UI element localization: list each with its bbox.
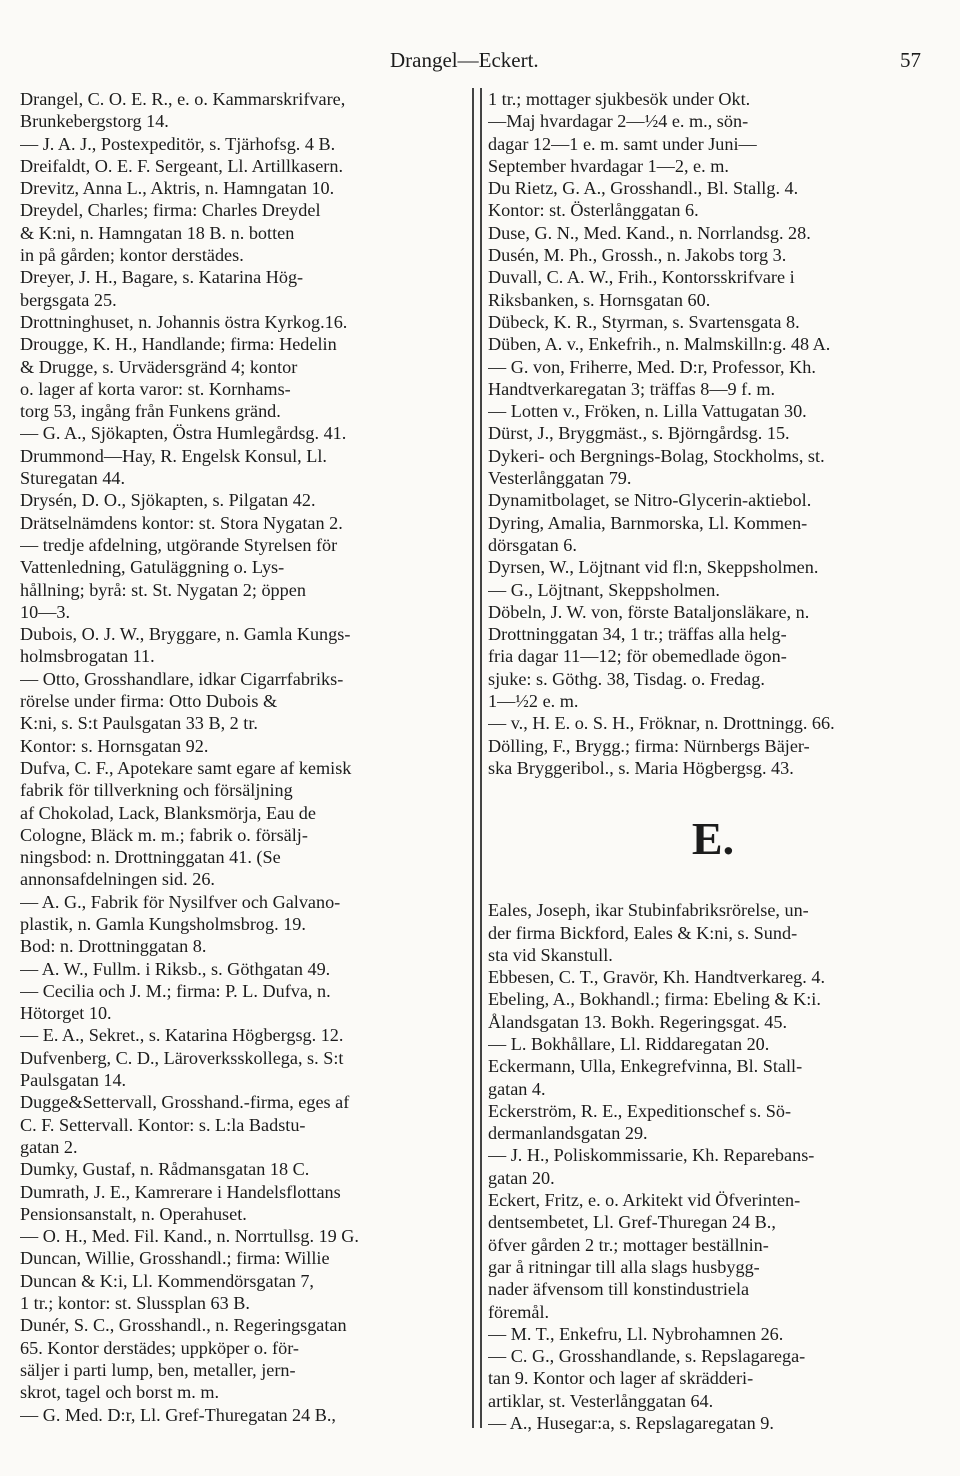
- page-number: 57: [900, 48, 921, 72]
- entry-line: Dykeri- och Bergnings-Bolag, Stockholms, st.: [488, 445, 825, 466]
- entry-line: K:ni, s. S:t Paulsgatan 33 B, 2 tr.: [20, 713, 258, 734]
- entry-line: skrot, tagel och borst m. m.: [20, 1382, 220, 1403]
- entry-line: 10—3.: [20, 601, 71, 622]
- entry-line: — C. G., Grosshandlande, s. Repslagarega-: [488, 1346, 806, 1367]
- entry-line: Eckermann, Ulla, Enkegrefvinna, Bl. Stall-: [488, 1056, 803, 1077]
- section-letter: E.: [691, 813, 735, 865]
- entry-line: Dumky, Gustaf, n. Rådmansgatan 18 C.: [20, 1159, 310, 1180]
- entry-line: & K:ni, n. Hamngatan 18 B. n. botten: [20, 222, 295, 243]
- entry-line: plastik, n. Gamla Kungsholmsbrog. 19.: [20, 913, 306, 934]
- entry-line: — G. Med. D:r, Ll. Gref-Thuregatan 24 B.,: [20, 1404, 336, 1425]
- right-column-top: [488, 88, 938, 779]
- entry-line: Dufva, C. F., Apotekare samt egare af kemisk: [20, 757, 352, 778]
- entry-line: Dugge&Settervall, Grosshand.-firma, eges af: [20, 1092, 350, 1113]
- entry-line: Dölling, F., Brygg.; firma: Nürnbergs Bäjer-: [488, 735, 810, 756]
- entry-line: 1 tr.; mottager sjukbesök under Okt.: [488, 89, 751, 109]
- entry-line: Dubois, O. J. W., Bryggare, n. Gamla Kungs-: [20, 624, 351, 645]
- page-header: [0, 48, 960, 78]
- entry-line: — Lotten v., Fröken, n. Lilla Vattugatan 30.: [488, 401, 807, 422]
- entry-line: sjuke: s. Göthg. 38, Tisdag. o. Fredag.: [488, 668, 765, 689]
- right-column-bottom: [488, 899, 938, 1434]
- entry-line: Drummond—Hay, R. Engelsk Konsul, Ll.: [20, 445, 327, 466]
- entry-line: — G. von, Friherre, Med. D:r, Professor, Kh.: [488, 356, 816, 377]
- right-column: [488, 88, 938, 1434]
- entry-line: Drottninghuset, n. Johannis östra Kyrkog.16.: [20, 311, 348, 332]
- entry-line: Dübeck, K. R., Styrman, s. Svartensgata 8.: [488, 311, 800, 332]
- entry-line: Dreifaldt, O. E. F. Sergeant, Ll. Artillkasern.: [20, 155, 343, 176]
- entry-line: dermanlandsgatan 29.: [488, 1123, 648, 1144]
- entry-line: Vesterlånggatan 79.: [488, 468, 632, 489]
- entry-line: o. lager af korta varor: st. Kornhams-: [20, 378, 291, 399]
- entry-line: — J. H., Poliskommissarie, Kh. Reparebans-: [488, 1145, 815, 1166]
- entry-line: — G., Löjtnant, Skeppsholmen.: [488, 579, 720, 600]
- entry-line: sta vid Skanstull.: [488, 944, 613, 965]
- entry-line: dagar 12—1 e. m. samt under Juni—: [488, 133, 757, 154]
- entry-line: rörelse under firma: Otto Dubois &: [20, 691, 278, 712]
- entry-line: — v., H. E. o. S. H., Fröknar, n. Drottningg. 66.: [488, 713, 835, 734]
- entry-line: gatan 20.: [488, 1167, 555, 1188]
- entry-line: föremål.: [488, 1301, 550, 1322]
- entry-line: ska Bryggeribol., s. Maria Högbergsg. 43.: [488, 757, 794, 778]
- entry-line: — Cecilia och J. M.; firma: P. L. Dufva, n.: [20, 980, 331, 1001]
- entry-line: Ålandsgatan 13. Bokh. Regeringsgat. 45.: [488, 1011, 788, 1032]
- entry-line: Hötorget 10.: [20, 1003, 112, 1024]
- entry-line: Dreydel, Charles; firma: Charles Dreydel: [20, 200, 321, 221]
- entry-line: Pensionsanstalt, n. Operahuset.: [20, 1203, 247, 1224]
- entry-line: Kontor: s. Hornsgatan 92.: [20, 735, 209, 756]
- entry-line: Eckerström, R. E., Expeditionschef s. Sö-: [488, 1100, 792, 1121]
- entry-line: — A., Husegar:a, s. Repslagaregatan 9.: [488, 1413, 774, 1434]
- entry-line: Eales, Joseph, ikar Stubinfabriksrörelse, un-: [488, 900, 809, 921]
- entry-line: ningsbod: n. Drottninggatan 41. (Se: [20, 847, 281, 868]
- entry-line: — J. A. J., Postexpeditör, s. Tjärhofsg. 4 B.: [20, 133, 336, 154]
- column-divider-left: [472, 88, 474, 1428]
- entry-line: Dunér, S. C., Grosshandl., n. Regeringsgatan: [20, 1315, 347, 1336]
- entry-line: Sturegatan 44.: [20, 468, 126, 489]
- entry-line: & Drugge, s. Urvädersgränd 4; kontor: [20, 356, 298, 377]
- entry-line: Dumrath, J. E., Kamrerare i Handelsflottans: [20, 1181, 341, 1202]
- entry-line: Duncan, Willie, Grosshandl.; firma: Willie: [20, 1248, 330, 1269]
- entry-line: dörsgatan 6.: [488, 534, 577, 555]
- entry-line: — A. W., Fullm. i Riksb., s. Göthgatan 49.: [20, 958, 331, 979]
- entry-line: Dynamitbolaget, se Nitro-Glycerin-aktiebol.: [488, 490, 812, 511]
- entry-line: gar å ritningar till alla slags husbygg-: [488, 1256, 760, 1277]
- entry-line: Dreyer, J. H., Bagare, s. Katarina Hög-: [20, 267, 304, 288]
- entry-line: Dürst, J., Bryggmäst., s. Björngårdsg. 15.: [488, 423, 790, 444]
- entry-line: — A. G., Fabrik för Nysilfver och Galvano-: [20, 891, 341, 912]
- entry-line: — E. A., Sekret., s. Katarina Högbergsg. 12.: [20, 1025, 344, 1046]
- entry-line: Drevitz, Anna L., Aktris, n. Hamngatan 10.: [20, 178, 335, 199]
- entry-line: artiklar, st. Vesterlånggatan 64.: [488, 1390, 714, 1411]
- running-head: Drangel—Eckert.: [390, 48, 539, 72]
- entry-line: af Chokolad, Lack, Blanksmörja, Eau de: [20, 802, 316, 823]
- entry-line: säljer i parti lump, ben, metaller, jern-: [20, 1359, 296, 1380]
- entry-line: — tredje afdelning, utgörande Styrelsen för: [20, 534, 338, 555]
- entry-line: Eckert, Fritz, e. o. Arkitekt vid Öfverinten-: [488, 1190, 801, 1211]
- entry-line: Bod: n. Drottninggatan 8.: [20, 936, 207, 957]
- entry-line: C. F. Settervall. Kontor: s. L:la Badstu-: [20, 1114, 306, 1135]
- entry-line: Drysén, D. O., Sjökapten, s. Pilgatan 42.: [20, 490, 316, 511]
- entry-line: Cologne, Bläck m. m.; fabrik o. försälj-: [20, 824, 308, 845]
- entry-line: der firma Bickford, Eales & K:ni, s. Sund-: [488, 922, 798, 943]
- entry-line: hållning; byrå: st. St. Nygatan 2; öppen: [20, 579, 306, 600]
- entry-line: Brunkebergstorg 14.: [20, 111, 169, 132]
- entry-line: Dufvenberg, C. D., Läroverksskollega, s. S:t: [20, 1047, 344, 1068]
- entry-line: Drangel, C. O. E. R., e. o. Kammarskrifvare,: [20, 89, 346, 109]
- entry-line: 1—½2 e. m.: [488, 691, 579, 712]
- entry-line: öfver gården 2 tr.; mottager beställnin-: [488, 1234, 769, 1255]
- entry-line: dentsembetet, Ll. Gref-Thuregan 24 B.,: [488, 1212, 776, 1233]
- entry-line: fabrik för tillverkning och försäljning: [20, 780, 293, 801]
- entry-line: gatan 2.: [20, 1136, 78, 1157]
- entry-line: Kontor: st. Österlånggatan 6.: [488, 200, 699, 221]
- entry-line: Drätselnämdens kontor: st. Stora Nygatan 2.: [20, 512, 343, 533]
- entry-line: in på gården; kontor derstädes.: [20, 245, 244, 266]
- entry-line: Dyring, Amalia, Barnmorska, Ll. Kommen-: [488, 512, 808, 533]
- entry-line: — Otto, Grosshandlare, idkar Cigarrfabriks-: [20, 668, 344, 689]
- entry-line: Ebbesen, C. T., Gravör, Kh. Handtverkareg. 4.: [488, 967, 825, 988]
- entry-line: Paulsgatan 14.: [20, 1070, 127, 1091]
- entry-line: gatan 4.: [488, 1078, 546, 1099]
- entry-line: Du Rietz, G. A., Grosshandl., Bl. Stallg. 4.: [488, 178, 799, 199]
- entry-line: Düben, A. v., Enkefrih., n. Malmskilln:g. 48 A.: [488, 334, 831, 355]
- entry-line: Drottninggatan 34, 1 tr.; träffas alla helg-: [488, 624, 787, 645]
- entry-line: — G. A., Sjökapten, Östra Humlegårdsg. 41.: [20, 423, 347, 444]
- entry-line: September hvardagar 1—2, e. m.: [488, 155, 729, 176]
- entry-line: Duse, G. N., Med. Kand., n. Norrlandsg. 28.: [488, 222, 811, 243]
- entry-line: tan 9. Kontor och lager af skrädderi-: [488, 1368, 754, 1389]
- entry-line: Dusén, M. Ph., Grossh., n. Jakobs torg 3.: [488, 245, 787, 266]
- entry-line: Ebeling, A., Bokhandl.; firma: Ebeling & K:i.: [488, 989, 821, 1010]
- entry-line: 1 tr.; kontor: st. Slussplan 63 B.: [20, 1293, 250, 1314]
- entry-line: Handtverkaregatan 3; träffas 8—9 f. m.: [488, 378, 776, 399]
- entry-line: 65. Kontor derstädes; uppköper o. för-: [20, 1337, 299, 1358]
- left-column: [20, 88, 470, 1426]
- entry-line: Dyrsen, W., Löjtnant vid fl:n, Skeppsholmen.: [488, 557, 819, 578]
- column-divider-right: [480, 88, 482, 1428]
- entry-line: Vattenledning, Gatuläggning o. Lys-: [20, 557, 285, 578]
- entry-line: fria dagar 11—12; för obemedlade ögon-: [488, 646, 787, 667]
- entry-line: — L. Bokhållare, Ll. Riddaregatan 20.: [488, 1033, 770, 1054]
- entry-line: Drougge, K. H., Handlande; firma: Hedelin: [20, 334, 337, 355]
- entry-line: holmsbrogatan 11.: [20, 646, 155, 667]
- entry-line: annonsafdelningen sid. 26.: [20, 869, 215, 890]
- entry-line: Riksbanken, s. Hornsgatan 60.: [488, 289, 711, 310]
- entry-line: bergsgata 25.: [20, 289, 117, 310]
- entry-line: — O. H., Med. Fil. Kand., n. Norrtullsg. 19 G.: [20, 1226, 359, 1247]
- entry-line: nader äfvensom till konstindustriela: [488, 1279, 750, 1300]
- entry-line: Duvall, C. A. W., Frih., Kontorsskrifvare i: [488, 267, 795, 288]
- entry-line: — M. T., Enkefru, Ll. Nybrohamnen 26.: [488, 1323, 784, 1344]
- entry-line: Duncan & K:i, Ll. Kommendörsgatan 7,: [20, 1270, 314, 1291]
- entry-line: —Maj hvardagar 2—½4 e. m., sön-: [488, 111, 749, 132]
- entry-line: torg 53, ingång från Funkens gränd.: [20, 401, 281, 422]
- entry-line: Döbeln, J. W. von, förste Bataljonsläkare, n.: [488, 601, 810, 622]
